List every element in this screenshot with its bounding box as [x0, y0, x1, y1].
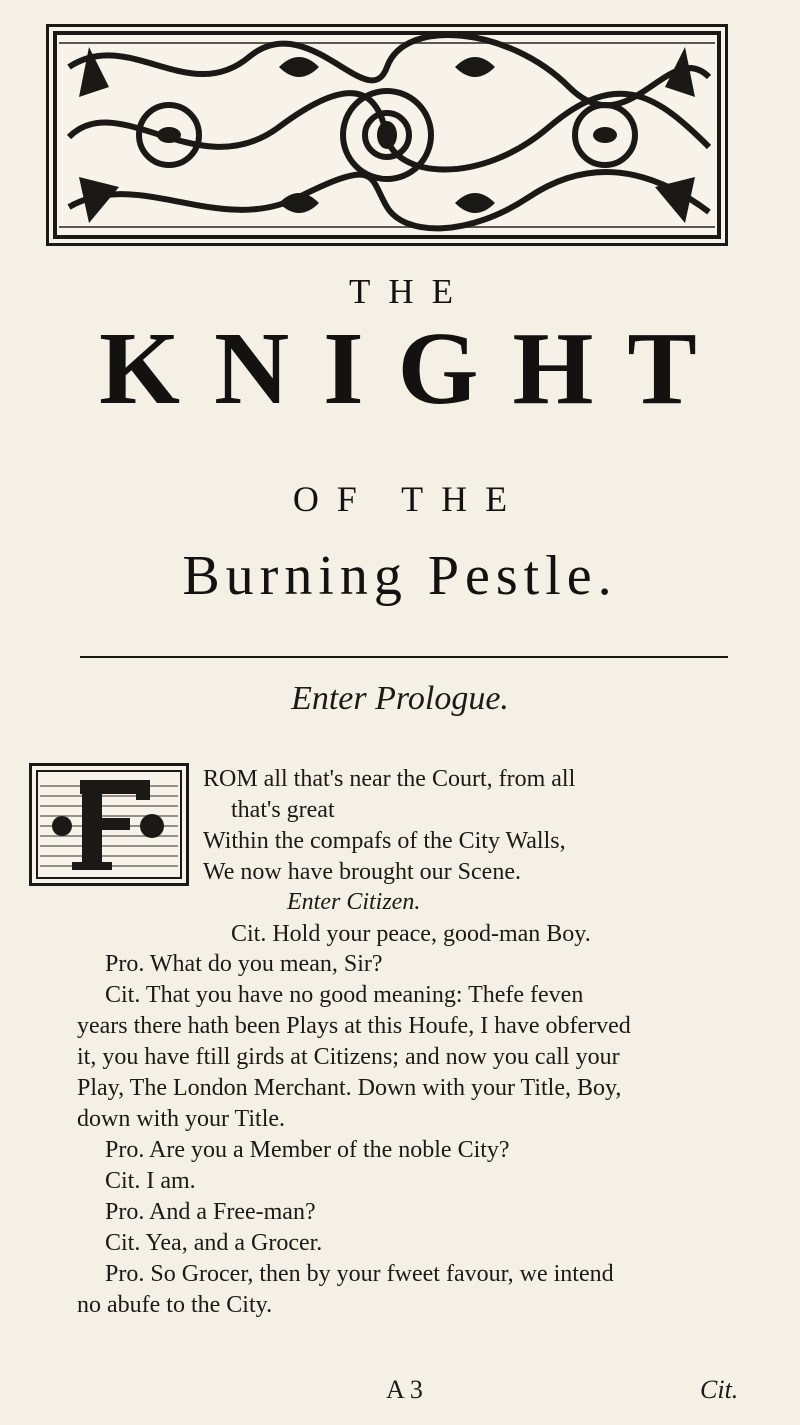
speech-line-13: no abufe to the City.: [77, 1292, 273, 1318]
stage-direction-enter-citizen: Enter Citizen.: [287, 889, 421, 915]
speech-line-2: Pro. What do you mean, Sir?: [105, 951, 383, 977]
title-knight: KNIGHT: [99, 311, 731, 426]
verse-line-2: that's great: [231, 797, 335, 823]
speech-line-11: Cit. Yea, and a Grocer.: [105, 1230, 323, 1256]
speech-line-8: Pro. Are you a Member of the noble City?: [105, 1137, 510, 1163]
stage-direction-heading: Enter Prologue.: [291, 680, 509, 717]
title-the: THE: [348, 272, 472, 311]
speech-line-4: years there hath been Plays at this Houfe, I have obferved: [77, 1013, 631, 1039]
verse-line-4: We now have brought our Scene.: [203, 859, 521, 885]
signature-mark: A 3: [386, 1375, 423, 1404]
verse-line-3: Within the compafs of the City Walls,: [203, 828, 566, 854]
verse-line-1: ROM all that's near the Court, from all: [203, 766, 576, 792]
horizontal-rule: [80, 656, 728, 658]
speech-line-9: Cit. I am.: [105, 1168, 196, 1194]
dropcap-f-ornament: [29, 763, 189, 886]
speech-line-12: Pro. So Grocer, then by your fweet favour, we intend: [105, 1261, 614, 1287]
speech-line-5: it, you have ftill girds at Citizens; and now you call your: [77, 1044, 620, 1070]
speech-line-7: down with your Title.: [77, 1106, 286, 1132]
speech-line-6: Play, The London Merchant. Down with your Title, Boy,: [77, 1075, 622, 1101]
catchword: Cit.: [700, 1375, 739, 1404]
title-of-the: OF THE: [292, 479, 526, 519]
speech-line-1: Cit. Hold your peace, good-man Boy.: [231, 921, 591, 947]
title-burning-pestle: Burning Pestle.: [182, 545, 618, 607]
speech-line-10: Pro. And a Free-man?: [105, 1199, 316, 1225]
ornamental-headpiece: [46, 24, 728, 246]
speech-line-3: Cit. That you have no good meaning: Thefe feven: [105, 982, 584, 1008]
